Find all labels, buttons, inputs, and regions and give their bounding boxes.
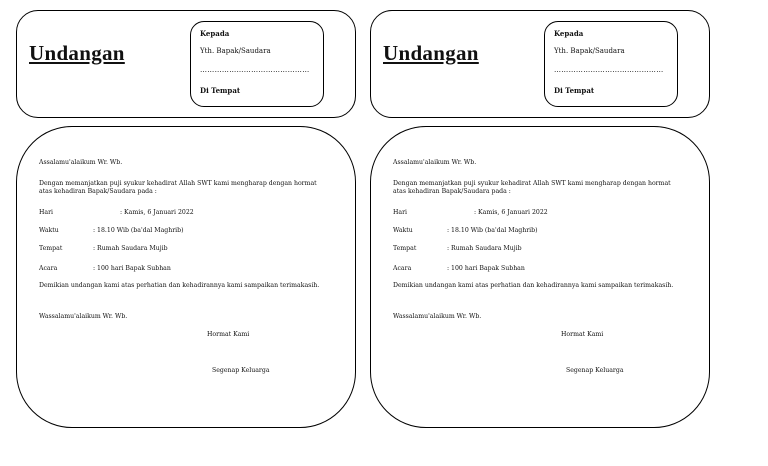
detail-row-event bbox=[393, 265, 683, 275]
detail-label: Hari bbox=[393, 209, 408, 216]
header-box bbox=[16, 10, 356, 118]
sign-name: Segenap Keluarga bbox=[566, 367, 624, 374]
greeting: Assalamu'alaikum Wr. Wb. bbox=[39, 159, 123, 166]
address-place: Di Tempat bbox=[200, 86, 241, 95]
detail-value: : 100 hari Bapak Subhan bbox=[447, 265, 525, 272]
address-blank-line: ……………………………………… bbox=[554, 66, 664, 74]
farewell: Wassalamu'alaikum Wr. Wb. bbox=[393, 313, 482, 320]
header-box bbox=[370, 10, 710, 118]
detail-row-place bbox=[39, 245, 329, 255]
detail-row-day bbox=[39, 209, 329, 219]
detail-value: : Kamis, 6 Januari 2022 bbox=[474, 209, 548, 216]
closing-paragraph: Demikian undangan kami atas perhatian dan kehadirannya kami sampaikan terimakasih. bbox=[393, 282, 674, 289]
detail-value: : 100 hari Bapak Subhan bbox=[93, 265, 171, 272]
detail-row-day bbox=[393, 209, 683, 219]
detail-value: : 18.10 Wib (ba'dal Maghrib) bbox=[447, 227, 538, 234]
detail-value: : Rumah Saudara Mujib bbox=[93, 245, 168, 252]
invitation-card-right bbox=[370, 0, 710, 466]
detail-row-time bbox=[393, 227, 683, 237]
address-place: Di Tempat bbox=[554, 86, 595, 95]
detail-row-time bbox=[39, 227, 329, 237]
sign-name: Segenap Keluarga bbox=[212, 367, 270, 374]
detail-label: Acara bbox=[393, 265, 412, 272]
letter-body bbox=[16, 126, 356, 428]
sign-title: Hormat Kami bbox=[207, 331, 250, 338]
invitation-card-left bbox=[16, 0, 356, 466]
letter-body bbox=[370, 126, 710, 428]
detail-value: : Kamis, 6 Januari 2022 bbox=[120, 209, 194, 216]
invitation-title: Undangan bbox=[29, 41, 125, 65]
detail-row-event bbox=[39, 265, 329, 275]
sign-title: Hormat Kami bbox=[561, 331, 604, 338]
detail-label: Acara bbox=[39, 265, 58, 272]
address-blank-line: ……………………………………… bbox=[200, 66, 310, 74]
detail-value: : 18.10 Wib (ba'dal Maghrib) bbox=[93, 227, 184, 234]
detail-label: Tempat bbox=[393, 245, 417, 252]
detail-label: Tempat bbox=[39, 245, 63, 252]
address-box bbox=[544, 21, 678, 107]
address-recipient: Yth. Bapak/Saudara bbox=[200, 47, 271, 55]
address-to: Kepada bbox=[554, 29, 584, 38]
closing-paragraph: Demikian undangan kami atas perhatian dan kehadirannya kami sampaikan terimakasih. bbox=[39, 282, 320, 289]
detail-row-place bbox=[393, 245, 683, 255]
intro-paragraph: Dengan memanjatkan puji syukur kehadirat Allah SWT kami mengharap dengan hormat atas kehadiran Bapak/Saudara pada : bbox=[39, 180, 317, 196]
farewell: Wassalamu'alaikum Wr. Wb. bbox=[39, 313, 128, 320]
address-to: Kepada bbox=[200, 29, 230, 38]
detail-label: Hari bbox=[39, 209, 54, 216]
invitation-title: Undangan bbox=[383, 41, 479, 65]
detail-value: : Rumah Saudara Mujib bbox=[447, 245, 522, 252]
intro-paragraph: Dengan memanjatkan puji syukur kehadirat Allah SWT kami mengharap dengan hormat atas kehadiran Bapak/Saudara pada : bbox=[393, 180, 671, 196]
detail-label: Waktu bbox=[393, 227, 413, 234]
address-recipient: Yth. Bapak/Saudara bbox=[554, 47, 625, 55]
greeting: Assalamu'alaikum Wr. Wb. bbox=[393, 159, 477, 166]
address-box bbox=[190, 21, 324, 107]
detail-label: Waktu bbox=[39, 227, 59, 234]
